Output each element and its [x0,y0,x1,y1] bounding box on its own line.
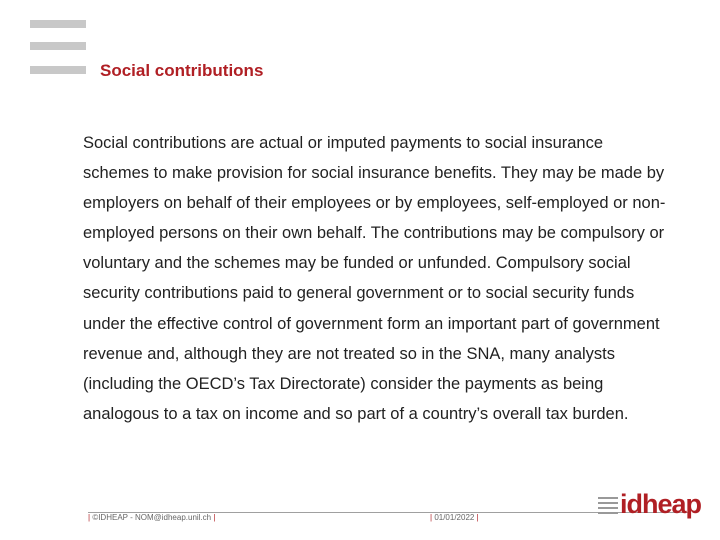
slide-title: Social contributions [100,61,264,80]
footer-separator: | [213,513,216,522]
logo-bar-top [30,20,86,28]
brand-logo-text: idheap [620,489,702,519]
footer-credit-text: ©IDHEAP - NOM@idheap.unil.ch [92,513,212,522]
footer-separator: | [88,513,91,522]
logo-bar-bottom [30,66,86,74]
slide-body-text: Social contributions are actual or imputed payments to social insurance schemes to make provision for social insurance benefits. They may be made by employers on behalf of their employees or by employees, self-employed or non-employed persons on their own behalf. The contributions may be compulsory or voluntary and the schemes may be funded or unfunded. Compulsory social security contributions paid to general government or to social security funds under the effective control of government form an important part of government revenue and, although they are not treated so in the SNA, many analysts (including the OECD’s Tax Directorate) consider the payments as being analogous to a tax on income and so part of a country’s overall tax burden. [83,134,666,423]
idheap-logo-icon [598,488,702,524]
footer-date [430,513,479,522]
footer-separator: | [430,513,433,522]
footer-separator: | [476,513,479,522]
logo-bar-middle [30,42,86,50]
footer-credit [88,513,215,522]
footer-date-text: 01/01/2022 [434,513,475,522]
